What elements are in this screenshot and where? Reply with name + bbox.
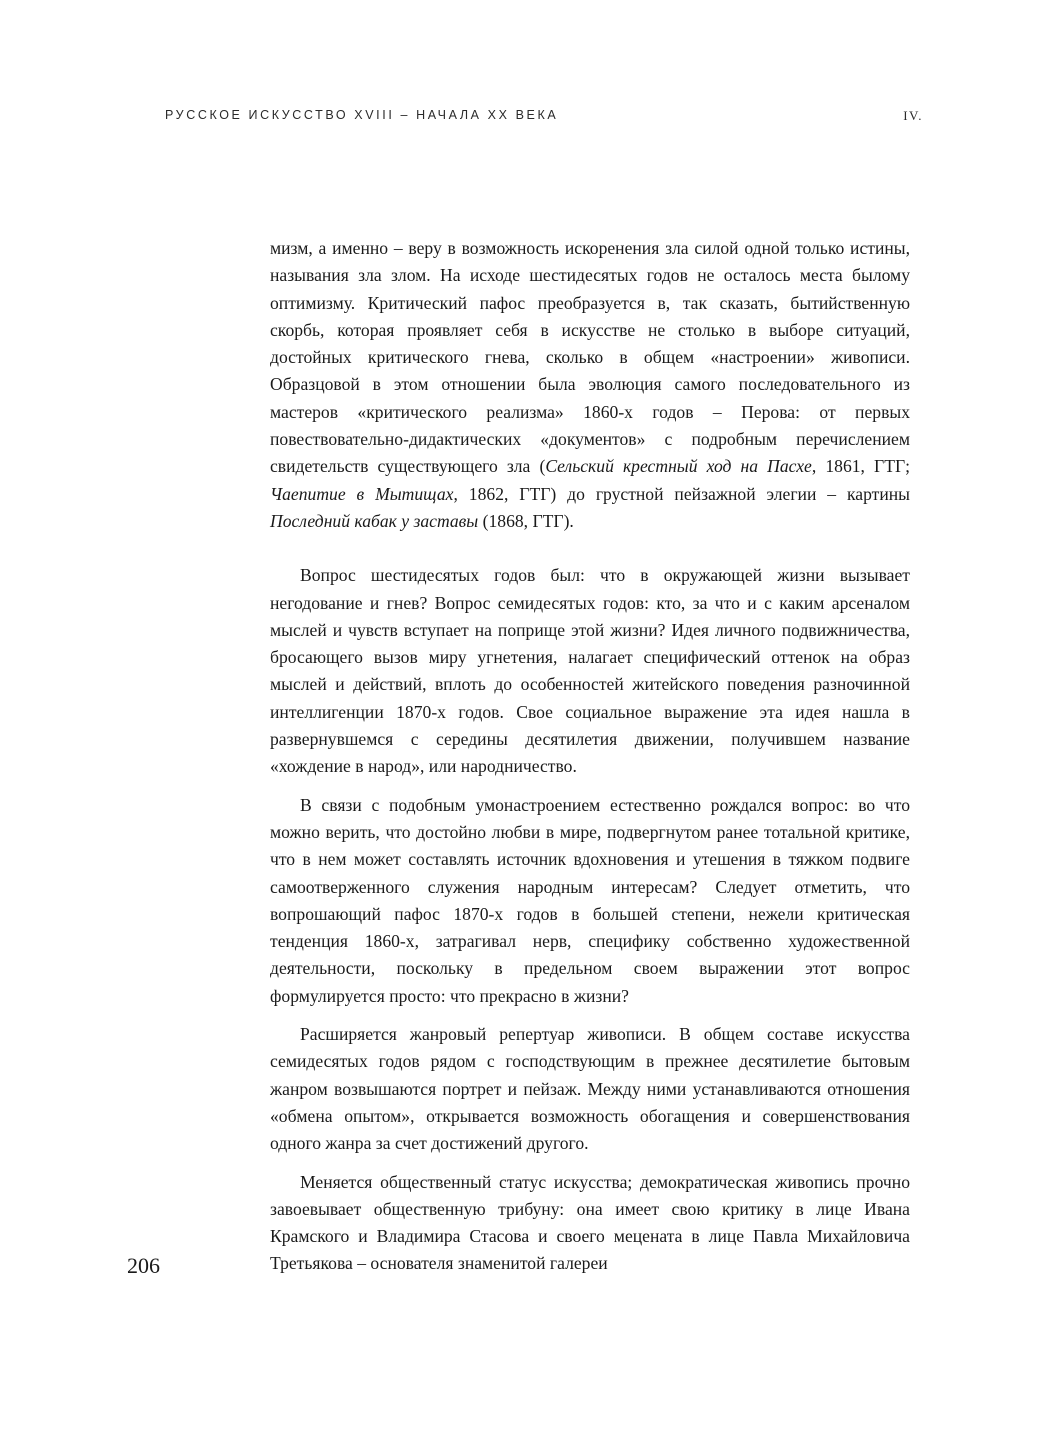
paragraph-1-text-d: (1868, ГТГ). xyxy=(478,510,574,531)
paragraph-1-text-a: мизм, а именно – веру в возможность искоренения зла силой одной только истины, называния зла злом. На исходе шестидесятых годов не осталось места былому оптимизму. Критический пафос преобразуется в, так сказать, бытийственную скорбь, которая проявляет себя в искусстве не столько в выборе ситуаций, достойных критического гнева, сколько в общем «настроении» живописи. Образцовой в этом отношении была эволюция самого последовательного из мастеров «критического реализма» 1860-х годов – Перова: от первых повествовательно-дидактических «документов» с подробным перечислением свидетельств существующего зла ( xyxy=(270,238,910,477)
paragraph-1-text-b: , 1861, ГТГ; xyxy=(811,456,911,477)
paragraph-3: В связи с подобным умонастроением естественно рождался вопрос: во что можно верить, что достойно любви в мире, подвергнутом ранее тотальной критике, что в нем может составлять источник вдохновения и утешения в тяжком подвиге самоотверженного служения народным интересам? Следует отметить, что вопрошающий пафос 1870-х годов в большей степени, нежели критическая тенденция 1860-х, затрагивал нерв, специфику собственно художественной деятельности, поскольку в предельном своем выражении этот вопрос формулируется просто: что прекрасно в жизни? xyxy=(270,794,910,1006)
section-number: IV. xyxy=(903,108,923,123)
page-number: 206 xyxy=(127,1253,160,1278)
paragraph-2: Вопрос шестидесятых годов был: что в окружающей жизни вызывает негодование и гнев? Вопрос семидесятых годов: кто, за что и с каким арсеналом мыслей и чувств вступает на поприще этой жизни? Идея личного подвижничества, бросающего вызов миру угнетения, налагает специфический оттенок на образ мыслей и действий, вплоть до особенностей житейского поведения разночинной интеллигенции 1870-х годов. Свое социальное выражение эта идея нашла в развернувшемся с середины десятилетия движении, получившем название «хождение в народ», или народничество. xyxy=(270,565,910,777)
painting-title-tea-drinking: Чаепитие в Мытищах xyxy=(270,483,454,504)
painting-title-rural-procession: Сельский крестный ход на Пасхе xyxy=(545,456,812,477)
running-header xyxy=(165,108,923,132)
running-title: РУССКОЕ ИСКУССТВО XVIII – НАЧАЛА XX ВЕКА xyxy=(165,108,559,122)
painting-title-last-tavern: Последний кабак у заставы xyxy=(270,510,479,531)
paragraph-1-text-c: , 1862, ГТГ) до грустной пейзажной элегии – картины xyxy=(453,483,911,504)
paragraph-5: Меняется общественный статус искусства; демократическая живопись прочно завоевывает общественную трибуну: она имеет свою критику в лице Ивана Крамского и Владимира Стасова и своего мецената в лице Павла Михайловича Третьякова – основателя знаменитой галереи xyxy=(270,1171,910,1274)
body-text xyxy=(270,235,910,1278)
paragraph-1 xyxy=(270,235,910,535)
paragraph-4: Расширяется жанровый репертуар живописи. В общем составе искусства семидесятых годов рядом с господствующим в прежнее десятилетие бытовым жанром возвышаются портрет и пейзаж. Между ними устанавливаются отношения «обмена опытом», открывается возможность обогащения и совершенствования одного жанра за счет достижений другого. xyxy=(270,1024,910,1154)
